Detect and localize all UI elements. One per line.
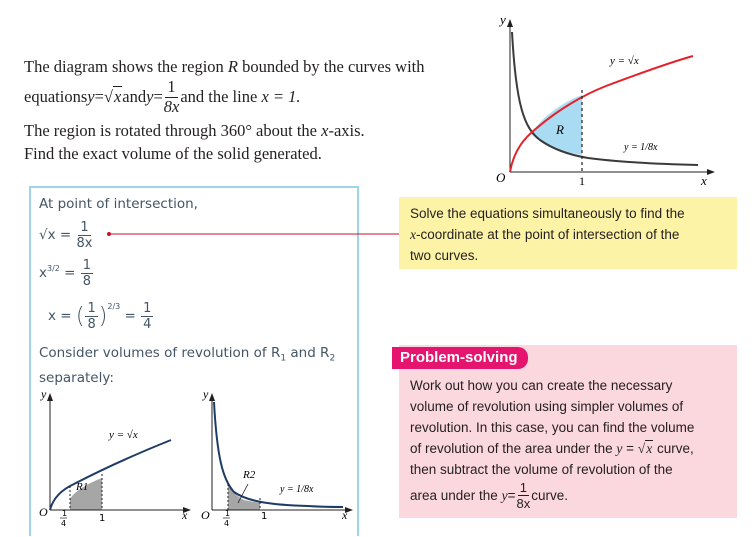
ps-line-3: revolution. In this case, you can find the volume	[410, 420, 695, 435]
sqrt-x: √x	[103, 87, 122, 106]
ps-line-2: volume of revolution using simpler volumes of	[410, 399, 684, 414]
ps-line-4: of revolution of the area under the y = √x curve,	[410, 441, 694, 456]
ps-line-1: Work out how you can create the necessary	[410, 378, 673, 393]
hint-box	[399, 197, 737, 269]
sg2-x-label: x	[342, 508, 348, 522]
problem-solving-text	[410, 375, 735, 510]
sg2-tick-quarter-den: 4	[224, 519, 230, 528]
sg1-curve-sqrt	[50, 440, 171, 510]
pointer-line	[105, 230, 405, 238]
small-graph-1	[36, 388, 194, 528]
working-heading: At point of intersection,	[39, 196, 198, 212]
sg2-curve-recip	[214, 402, 343, 507]
x-axis-arrow	[707, 169, 715, 175]
main-region-label: R	[556, 122, 564, 137]
question-line-3: The region is rotated through 360° about the x-axis.	[24, 121, 365, 140]
sg1-x-label: x	[182, 508, 188, 522]
main-recip-label: y = 1/8x	[624, 142, 658, 153]
ps-line-6: area under the y = $\frac{1}{8x}$ curve.	[410, 479, 568, 511]
sg2-tick-one: 1	[261, 511, 268, 522]
curve-reciprocal	[512, 32, 698, 165]
problem-solving-badge: Problem-solving	[392, 347, 528, 369]
main-y-label: y	[500, 12, 506, 27]
main-sqrt-label: y = √x	[610, 55, 639, 67]
main-origin-label: O	[496, 170, 506, 185]
question-line-2: equations y = √x and y = $\frac{1}{8x}$ and the line x = 1.	[24, 77, 301, 116]
question-line-1: The diagram shows the region R bounded by the curves with	[24, 57, 425, 76]
hint-line-3: two curves.	[410, 248, 479, 263]
sg1-y-label: y	[41, 388, 47, 401]
working-step-3: x = ( $\frac{1}{8}$ ) $^{2/3}$ = $\frac{1}{4}$	[48, 300, 152, 332]
hint-line-2: x-coordinate at the point of intersection of the	[410, 227, 680, 242]
sg1-curve-label: y = √x	[109, 429, 138, 441]
sg1-origin: O	[39, 505, 48, 519]
sg2-region-label: R2	[243, 469, 256, 481]
sg2-tick-quarter-num: 1	[225, 509, 231, 518]
hint-line-1: Solve the equations simultaneously to find the	[410, 206, 685, 221]
sg1-tick-quarter-den: 4	[61, 519, 67, 528]
sg2-origin: O	[201, 508, 210, 522]
working-step-1: √x = $\frac{1}{8x}$	[39, 219, 93, 251]
main-graph	[488, 10, 718, 185]
sg1-region-label: R1	[76, 481, 89, 493]
main-tick-one: 1	[579, 174, 585, 185]
small-graph-2	[198, 388, 356, 528]
sg1-tick-one: 1	[99, 513, 106, 524]
y-axis-arrow	[507, 19, 513, 27]
ps-line-5: then subtract the volume of revolution of the	[410, 462, 673, 477]
curve-sqrt	[510, 56, 693, 172]
main-x-label: x	[701, 173, 707, 185]
sg2-curve-label: y = 1/8x	[280, 484, 314, 495]
working-step-2: x $^{3/2}$ = $\frac{1}{8}$	[39, 257, 92, 289]
question-line-4: Find the exact volume of the solid generated.	[24, 144, 322, 163]
sg1-tick-quarter-num: 1	[62, 509, 68, 518]
working-consider: Consider volumes of revolution of $R_1$ and $R_2$ separately:	[39, 345, 336, 386]
sg2-y-label: y	[203, 388, 209, 401]
fraction-1-over-8x: $\frac{1}{8x}$	[163, 77, 180, 116]
